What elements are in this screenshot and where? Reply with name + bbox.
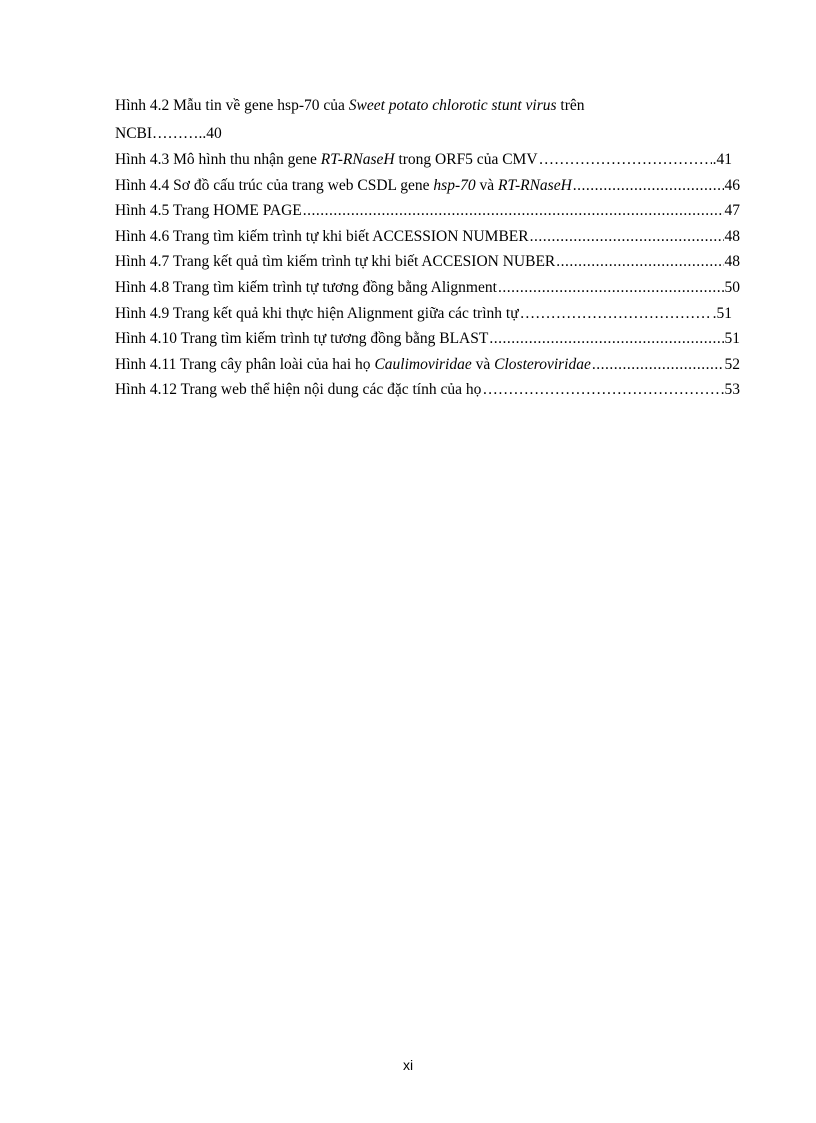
dot-leader: [556, 249, 723, 275]
toc-entry-4-9: [115, 301, 732, 327]
toc-entry-4-10: [115, 326, 740, 352]
dot-leader: [489, 326, 723, 352]
toc-entry-4-10-page: 51: [724, 330, 740, 348]
toc-entry-4-2-prefix: Hình 4.2 Mẫu tin về gene hsp-70 của: [115, 97, 349, 114]
toc-entry-4-6-label: Hình 4.6 Trang tìm kiếm trình tự khi biết ACCESSION NUMBER: [115, 227, 529, 245]
toc-entry-4-10-label: Hình 4.10 Trang tìm kiếm trình tự tương đồng bằng BLAST: [115, 330, 489, 348]
toc-entry-4-7-label: Hình 4.7 Trang kết quả tìm kiếm trình tự khi biết ACCESION NUBER: [115, 253, 556, 271]
toc-entry-4-8-page: 50: [724, 278, 740, 296]
toc-entry-4-11-page: 52: [724, 355, 740, 373]
toc-entry-4-9-page: .51: [712, 304, 732, 322]
toc-entry-4-7-page: 48: [724, 253, 740, 271]
toc-entry-4-7: [115, 249, 740, 275]
toc-entry-4-8-label: Hình 4.8 Trang tìm kiếm trình tự tương đồng bằng Alignment: [115, 278, 497, 296]
toc-entry-4-11: [115, 352, 740, 378]
toc-entry-4-5-label: Hình 4.5 Trang HOME PAGE: [115, 202, 302, 220]
toc-entry-4-12: [115, 377, 740, 403]
toc-entry-4-2-suffix: trên: [556, 97, 585, 114]
toc-entry-4-3-page: .41: [712, 151, 732, 168]
dot-leader: [592, 352, 724, 378]
dot-leader: [539, 147, 712, 173]
toc-entry-4-8: [115, 275, 740, 301]
toc-entry-4-9-label: Hình 4.9 Trang kết quả khi thực hiện Alignment giữa các trình tự: [115, 304, 519, 322]
toc-entry-4-12-page: 53: [724, 381, 740, 399]
toc-entry-4-4-label: Hình 4.4 Sơ đồ cấu trúc của trang web CSDL gene hsp-70 và RT-RNaseH: [115, 176, 572, 194]
toc-entry-4-2-continuation-text: NCBI………..40: [115, 125, 222, 142]
toc-entry-4-4-page: 46: [724, 176, 740, 194]
toc-entry-4-6-page: 48: [724, 227, 740, 245]
toc-entry-4-11-label: Hình 4.11 Trang cây phân loài của hai họ Caulimoviridae và Closteroviridae: [115, 355, 591, 373]
dot-leader: [498, 275, 724, 301]
page-number: xi: [402, 1057, 414, 1073]
toc-entry-4-2: [115, 92, 740, 120]
toc-entry-4-3: [115, 147, 732, 173]
toc-entry-4-2-continuation: [115, 120, 740, 147]
toc-entry-4-5-page: 47: [724, 202, 740, 220]
dot-leader: [530, 224, 724, 250]
table-of-figures: [115, 92, 740, 403]
toc-entry-4-3-label: Hình 4.3 Mô hình thu nhận gene RT-RNaseH trong ORF5 của CMV: [115, 151, 538, 168]
dot-leader: [520, 301, 712, 327]
toc-entry-4-5: [115, 198, 740, 224]
dot-leader: [303, 198, 724, 224]
dot-leader: [573, 173, 724, 199]
dot-leader: [482, 377, 723, 403]
toc-entry-4-6: [115, 224, 740, 250]
toc-entry-4-12-label: Hình 4.12 Trang web thể hiện nội dung các đặc tính của họ: [115, 381, 482, 399]
toc-entry-4-2-italic: Sweet potato chlorotic stunt virus: [348, 97, 557, 114]
toc-entry-4-4: [115, 173, 740, 199]
